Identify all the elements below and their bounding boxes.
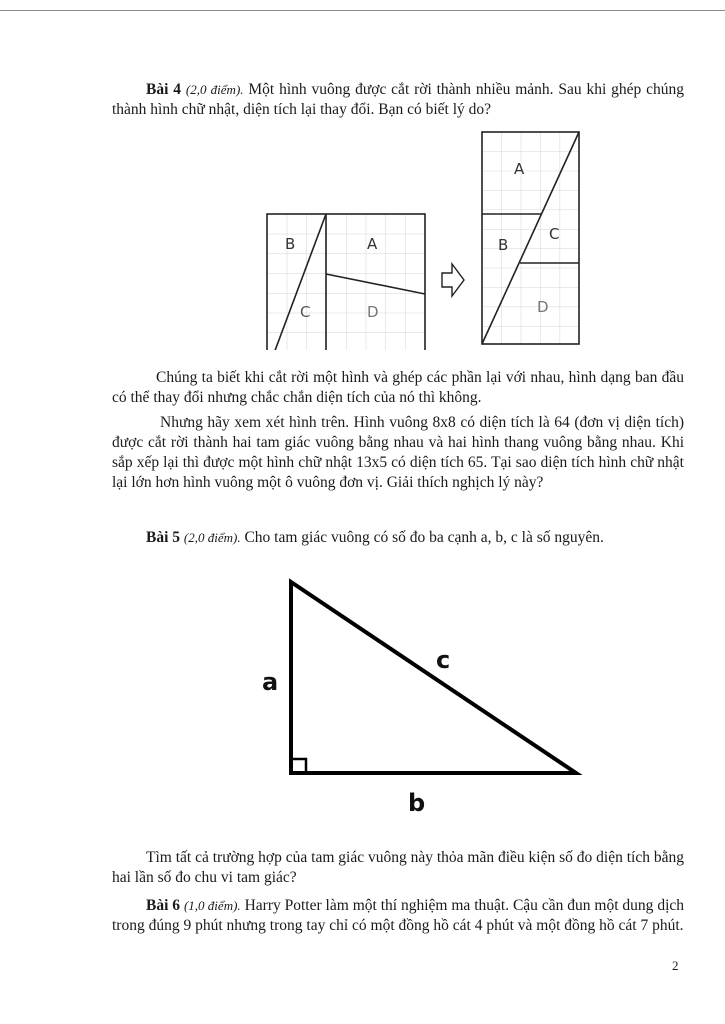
bai4-label: Bài 4 [146, 81, 181, 98]
square-8x8 [267, 214, 425, 350]
bai5-label: Bài 5 [146, 529, 181, 546]
bai6-label: Bài 6 [146, 897, 181, 914]
square-label-a: A [367, 235, 378, 253]
bai6-text: Harry Potter làm một thí nghiệm ma thuật. Cậu cần đun một dung dịch trong đúng 9 phút nhưng trong tay chỉ có một đồng hồ cát 4 phút và một đồng hồ cát 7 phút. [112, 897, 684, 934]
bai4-problem [112, 80, 684, 120]
right-arrow-icon [442, 264, 464, 296]
square-label-c: C [300, 303, 311, 321]
square-label-d: D [367, 303, 379, 321]
rect-label-d: D [537, 298, 549, 316]
bai4-text: Một hình vuông được cắt rời thành nhiều mảnh. Sau khi ghép chúng thành hình chữ nhật, diện tích lại thay đổi. Bạn có biết lý do? [112, 81, 684, 118]
bai4-points: (2,0 điểm). [185, 82, 244, 97]
top-rule [0, 10, 725, 11]
page-number: 2 [672, 958, 679, 973]
bai6-points: (1,0 điểm). [183, 898, 241, 913]
bai5-question: Tìm tất cả trường hợp của tam giác vuông này thỏa mãn điều kiện số đo diện tích bằng hai lần số đo chu vi tam giác? [112, 849, 684, 886]
side-c-label: c [436, 646, 451, 674]
bai4-paragraph-2: Nhưng hãy xem xét hình trên. Hình vuông 8x8 có diện tích là 64 (đơn vị diện tích) được cắt rời thành hai tam giác vuông bằng nhau và hai hình thang vuông bằng nhau. Khi sắp xếp lại thì được một hình chữ nhật 13x5 có diện tích 65. Tại sao diện tích hình chữ nhật lại lớn hơn hình vuông một ô vuông đơn vị. Giải thích nghịch lý này? [112, 414, 684, 491]
bai4-paragraph-1: Chúng ta biết khi cắt rời một hình và ghép các phần lại với nhau, hình dạng ban đầu có thể thay đổi nhưng chắc chắn diện tích của nó thì không. [112, 369, 684, 406]
bai6-problem [112, 896, 684, 936]
bai5-points: (2,0 điểm). [183, 530, 241, 545]
square-label-b: B [285, 235, 296, 253]
bai5-text: Cho tam giác vuông có số đo ba cạnh a, b, c là số nguyên. [244, 529, 604, 546]
rect-label-a: A [514, 160, 525, 178]
bai5-problem [112, 528, 684, 548]
right-angle-marker [291, 759, 306, 773]
side-a-label: a [262, 668, 279, 696]
paradox-figure [0, 120, 725, 350]
right-triangle-figure [0, 570, 725, 840]
rect-label-c: C [549, 225, 560, 243]
rectangle-13x5 [482, 132, 579, 344]
side-b-label: b [408, 789, 426, 817]
rect-label-b: B [498, 236, 509, 254]
